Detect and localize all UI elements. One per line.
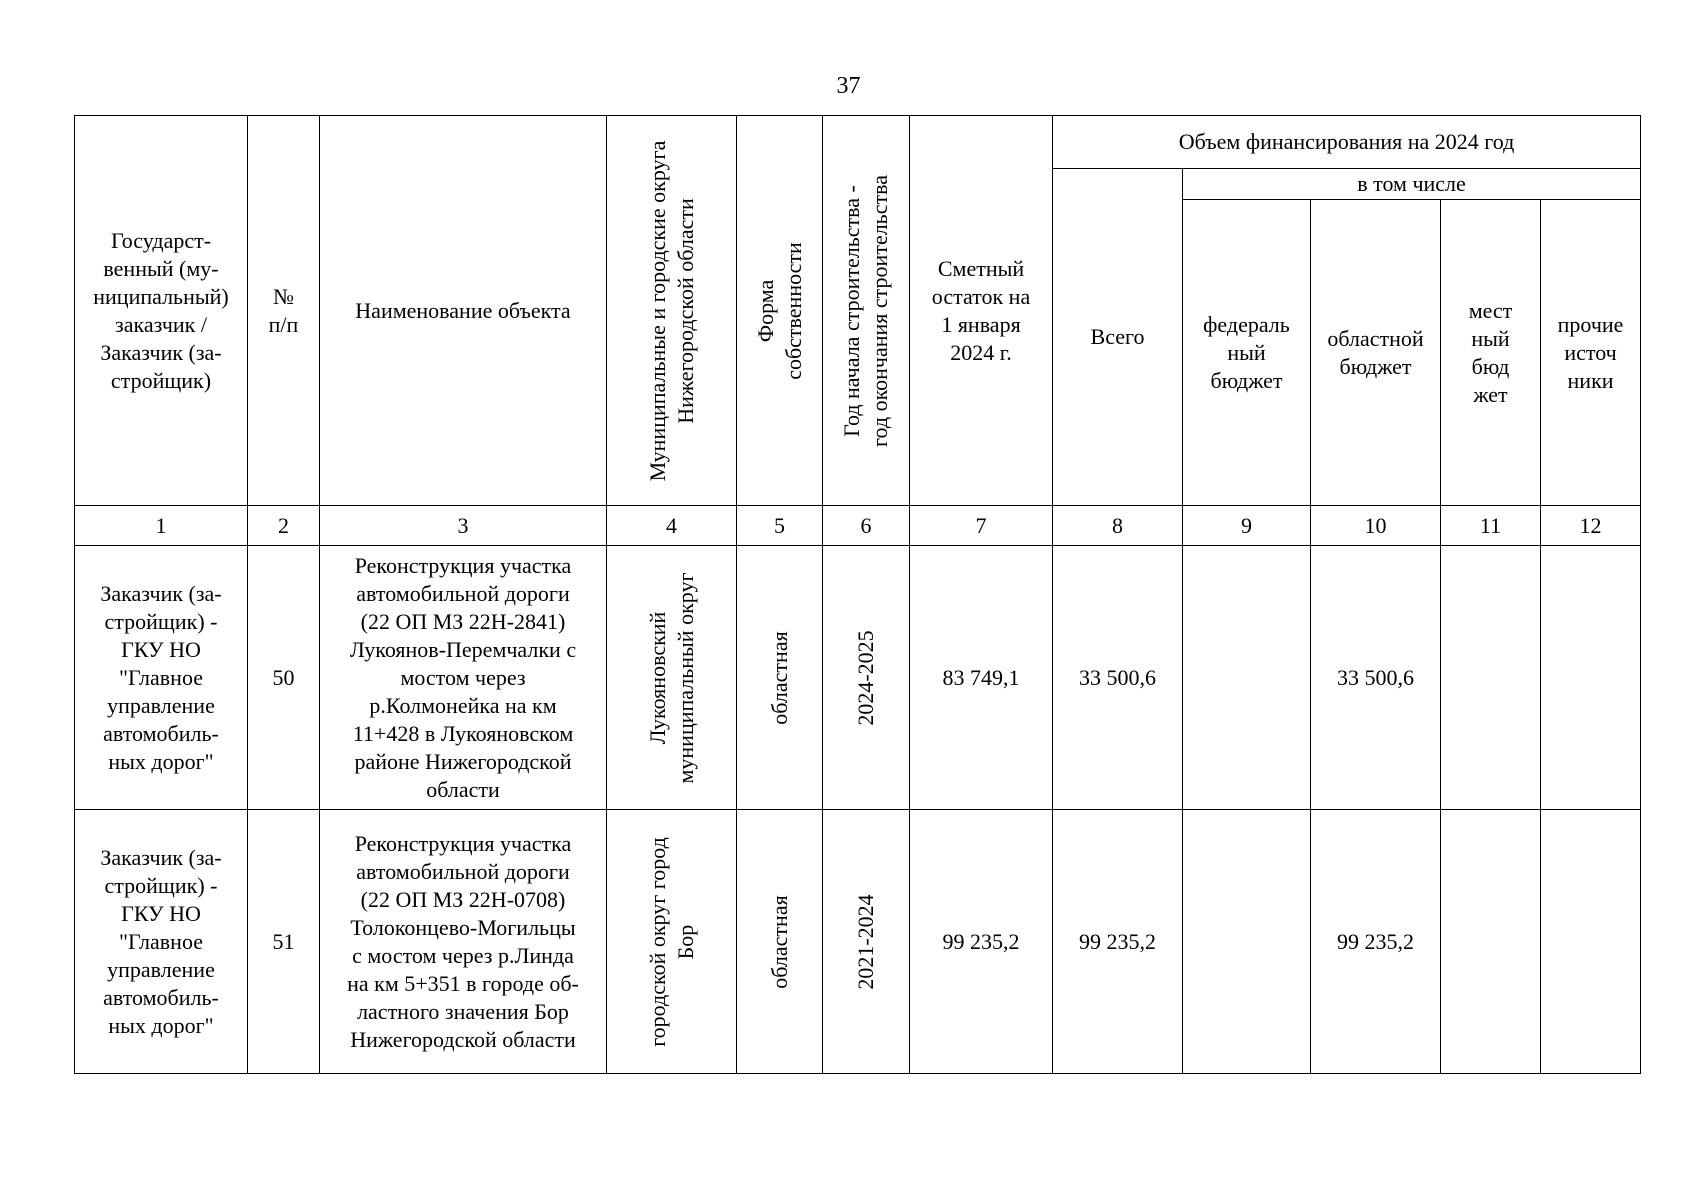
- column-number: 7: [910, 506, 1053, 546]
- column-number: 8: [1053, 506, 1183, 546]
- column-number: 3: [320, 506, 607, 546]
- header-customer: Государст- венный (му- ниципальный) заказчик / Заказчик (за- стройщик): [75, 116, 248, 506]
- row-ownership: областная: [737, 546, 823, 810]
- column-number: 10: [1311, 506, 1441, 546]
- row-other: [1541, 546, 1641, 810]
- header-municipality: Муниципальные и городские округа Нижегородской области: [607, 116, 737, 506]
- investment-table: [74, 115, 1641, 1074]
- column-number: 12: [1541, 506, 1641, 546]
- header-number: № п/п: [248, 116, 320, 506]
- row-local: [1441, 546, 1541, 810]
- header-including: в том числе: [1183, 169, 1641, 200]
- column-number: 2: [248, 506, 320, 546]
- row-customer: Заказчик (за- стройщик) - ГКУ НО "Главное управление автомобиль- ных дорог": [75, 546, 248, 810]
- row-estimate: 83 749,1: [910, 546, 1053, 810]
- row-federal: [1183, 810, 1311, 1074]
- header-object-name: Наименование объекта: [320, 116, 607, 506]
- column-number: 9: [1183, 506, 1311, 546]
- row-estimate: 99 235,2: [910, 810, 1053, 1074]
- header-years: Год начала строительства - год окончания строительства: [823, 116, 910, 506]
- row-municipality: Лукояновский муниципальный округ: [607, 546, 737, 810]
- row-local: [1441, 810, 1541, 1074]
- column-number: 4: [607, 506, 737, 546]
- header-row-1: [75, 116, 1641, 169]
- table-row: [75, 546, 1641, 810]
- row-municipality: городской округ город Бор: [607, 810, 737, 1074]
- column-number: 6: [823, 506, 910, 546]
- row-regional: 33 500,6: [1311, 546, 1441, 810]
- header-estimate: Сметный остаток на 1 января 2024 г.: [910, 116, 1053, 506]
- row-ownership: областная: [737, 810, 823, 1074]
- page-number: 37: [836, 73, 861, 99]
- row-years: 2021-2024: [823, 810, 910, 1074]
- header-funding: Объем финансирования на 2024 год: [1053, 116, 1641, 169]
- column-number: 11: [1441, 506, 1541, 546]
- row-federal: [1183, 546, 1311, 810]
- row-years: 2024-2025: [823, 546, 910, 810]
- header-federal: федераль ный бюджет: [1183, 200, 1311, 506]
- row-total: 99 235,2: [1053, 810, 1183, 1074]
- header-ownership: Форма собственности: [737, 116, 823, 506]
- row-object-name: Реконструкция участка автомобильной дороги (22 ОП МЗ 22Н-2841) Лукоянов-Перемчалки с мостом через р.Колмонейка на км 11+428 в Лукояновском районе Нижегородской области: [320, 546, 607, 810]
- header-other: прочие источ ники: [1541, 200, 1641, 506]
- column-number: 1: [75, 506, 248, 546]
- row-object-name: Реконструкция участка автомобильной дороги (22 ОП МЗ 22Н-0708) Толоконцево-Могильцы с мостом через р.Линда на км 5+351 в городе об- ластного значения Бор Нижегородской области: [320, 810, 607, 1074]
- row-number: 50: [248, 546, 320, 810]
- row-other: [1541, 810, 1641, 1074]
- table-row: [75, 810, 1641, 1074]
- column-number: 5: [737, 506, 823, 546]
- row-total: 33 500,6: [1053, 546, 1183, 810]
- header-regional: областной бюджет: [1311, 200, 1441, 506]
- row-number: 51: [248, 810, 320, 1074]
- row-regional: 99 235,2: [1311, 810, 1441, 1074]
- column-numbers-row: [75, 506, 1641, 546]
- row-customer: Заказчик (за- стройщик) - ГКУ НО "Главное управление автомобиль- ных дорог": [75, 810, 248, 1074]
- header-total: Всего: [1053, 169, 1183, 506]
- header-local: мест ный бюд жет: [1441, 200, 1541, 506]
